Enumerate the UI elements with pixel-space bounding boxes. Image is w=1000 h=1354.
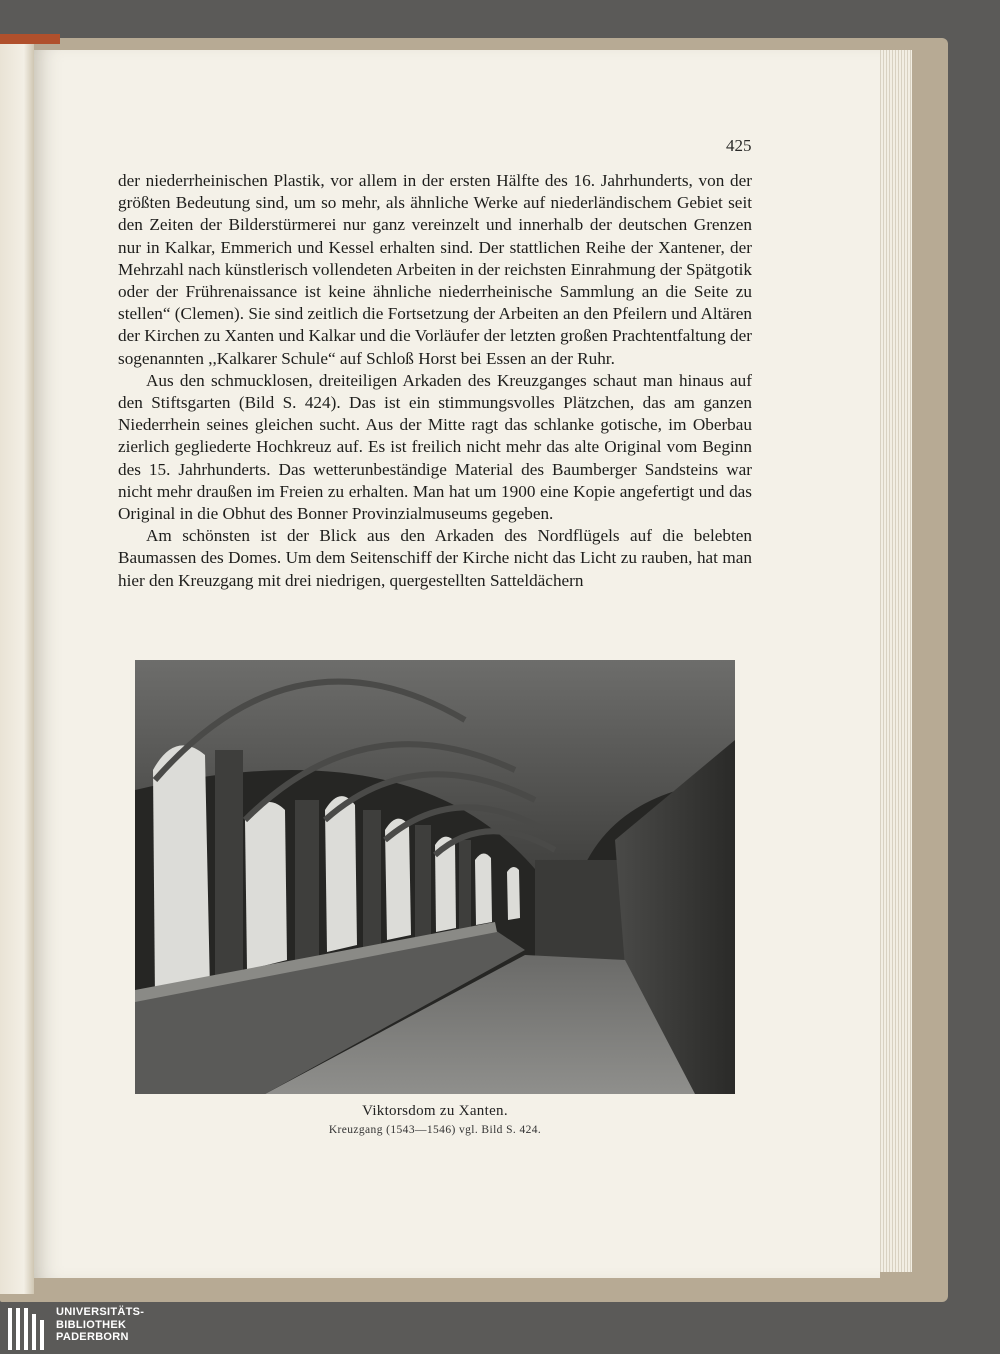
cover-spine-edge — [0, 34, 60, 44]
logo-line: PADERBORN — [56, 1331, 129, 1343]
facing-page-edge — [0, 44, 34, 1294]
body-text — [118, 170, 752, 592]
paragraph: Am schönsten ist der Blick aus den Arkaden des Nordflügels auf die belebten Baumassen des Domes. Um dem Seitenschiff der Kirche nicht das Licht zu rauben, hat man hier den Kreuzgang mit drei niedrigen, quergestellten Satteldächern — [118, 526, 752, 590]
logo-line: UNIVERSITÄTS- — [56, 1306, 145, 1318]
library-logo-icon — [8, 1308, 50, 1350]
library-footer — [0, 1302, 1000, 1354]
logo-line: BIBLIOTHEK — [56, 1318, 127, 1331]
paragraph: der niederrheinischen Plastik, vor allem in der ersten Hälfte des 16. Jahrhunderts, von der größten Bedeutung sind, um so mehr, als ähnliche Werke auf niederländischem Gebiet seit den Zeiten der Bilderstürmerei nur ganz vereinzelt und innerhalb der deutschen Grenzen nur in Kalkar, Emmerich und Kessel erhalten sind. Der stattlichen Reihe der Xantener, der Mehrzahl nach künstlerisch vollendeten Arbeiten in der reichsten Einrahmung der Spätgotik oder der Frührenaissance ist keine ähnliche niederrheinische Sammlung an die Seite zu stellen“ (Clemen). Sie sind zeitlich die Fortsetzung der Arbeiten an den Pfeilern und Altären der Kirchen zu Xanten und Kalkar und die Vorläufer der letzten großen Prachtentfaltung der sogenannten ,,Kalkarer Schule“ auf Schloß Horst bei Essen an der Ruhr. — [118, 171, 752, 368]
library-logo-text — [56, 1306, 144, 1344]
cloister-photograph — [135, 660, 735, 1094]
figure-caption-subtitle: Kreuzgang (1543—1546) vgl. Bild S. 424. — [328, 1124, 542, 1136]
page-number: 425 — [726, 136, 752, 155]
paragraph: Aus den schmucklosen, dreiteiligen Arkaden des Kreuzganges schaut man hinaus auf den Stiftsgarten (Bild S. 424). Das ist ein stimmungsvolles Plätzchen, das am ganzen Niederrhein seines gleichen sucht. Aus der Mitte ragt das schlanke gotische, im Oberbau zierlich gegliederte Hochkreuz auf. Es ist freilich nicht mehr das alte Original vom Beginn des 15. Jahrhunderts. Das wetterunbeständige Material des Baumberger Sandsteins war nicht mehr draußen im Freien zu erhalten. Man hat um 1900 eine Kopie angefertigt und das Original in die Obhut des Bonner Provinzialmuseums gegeben. — [118, 370, 752, 524]
figure-caption-title: Viktorsdom zu Xanten. — [362, 1103, 508, 1119]
